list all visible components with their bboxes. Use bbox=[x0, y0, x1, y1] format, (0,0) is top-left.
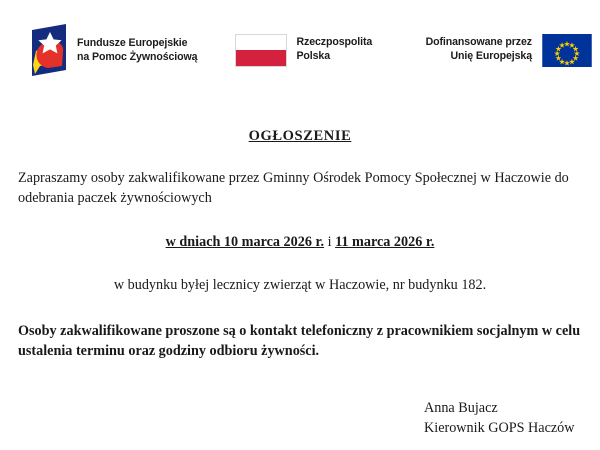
logo-rp-line2: Polska bbox=[296, 50, 331, 62]
logo-rzeczpospolita-text bbox=[296, 36, 372, 64]
intro-paragraph: Zapraszamy osoby zakwalifikowane przez Gminny Ośrodek Pomocy Społecznej w Haczowie do odebrania paczek żywnościowych bbox=[18, 170, 569, 207]
distribution-dates-line bbox=[18, 232, 582, 252]
signature-name: Anna Bujacz bbox=[424, 399, 498, 416]
venue-line: w budynku byłej lecznicy zwierząt w Haczowie, nr budynku 182. bbox=[113, 277, 487, 294]
contact-notice-paragraph: Osoby zakwalifikowane proszone są o kontakt telefoniczny z pracownikiem socjalnym w celu ustalenia terminu oraz godziny odbioru żywności. bbox=[18, 322, 581, 360]
signature-position: Kierownik GOPS Haczów bbox=[424, 419, 575, 436]
page-title: OGŁOSZENIE bbox=[248, 128, 352, 144]
logo-unia-europejska bbox=[426, 34, 592, 67]
logo-fundusze-europejskie bbox=[26, 24, 197, 76]
logo-fe-line2: na Pomoc Żywnościową bbox=[77, 50, 198, 63]
logo-ue-line1: Dofinansowane przez bbox=[425, 36, 532, 49]
date-first: w dniach 10 marca 2026 r. bbox=[165, 233, 325, 250]
logo-unia-europejska-text bbox=[426, 36, 532, 64]
logo-fundusze-europejskie-text bbox=[77, 37, 197, 65]
polish-flag-icon bbox=[235, 34, 287, 67]
logo-rp-line1: Rzeczpospolita bbox=[296, 36, 373, 49]
logo-fe-line1: Fundusze Europejskie bbox=[77, 36, 188, 49]
logo-ue-line2: Unię Europejską bbox=[450, 50, 532, 62]
date-second: 11 marca 2026 r. bbox=[335, 233, 435, 250]
logo-rzeczpospolita-polska bbox=[235, 34, 372, 67]
polish-flag-red-band bbox=[236, 50, 286, 66]
eu-funds-emblem-icon bbox=[26, 24, 68, 76]
eu-flag-icon bbox=[542, 34, 592, 67]
signature-block bbox=[18, 398, 582, 438]
dates-conjunction: i bbox=[324, 233, 336, 250]
polish-flag-white-band bbox=[236, 35, 286, 51]
logo-banner bbox=[0, 0, 600, 100]
announcement-document bbox=[0, 128, 600, 438]
